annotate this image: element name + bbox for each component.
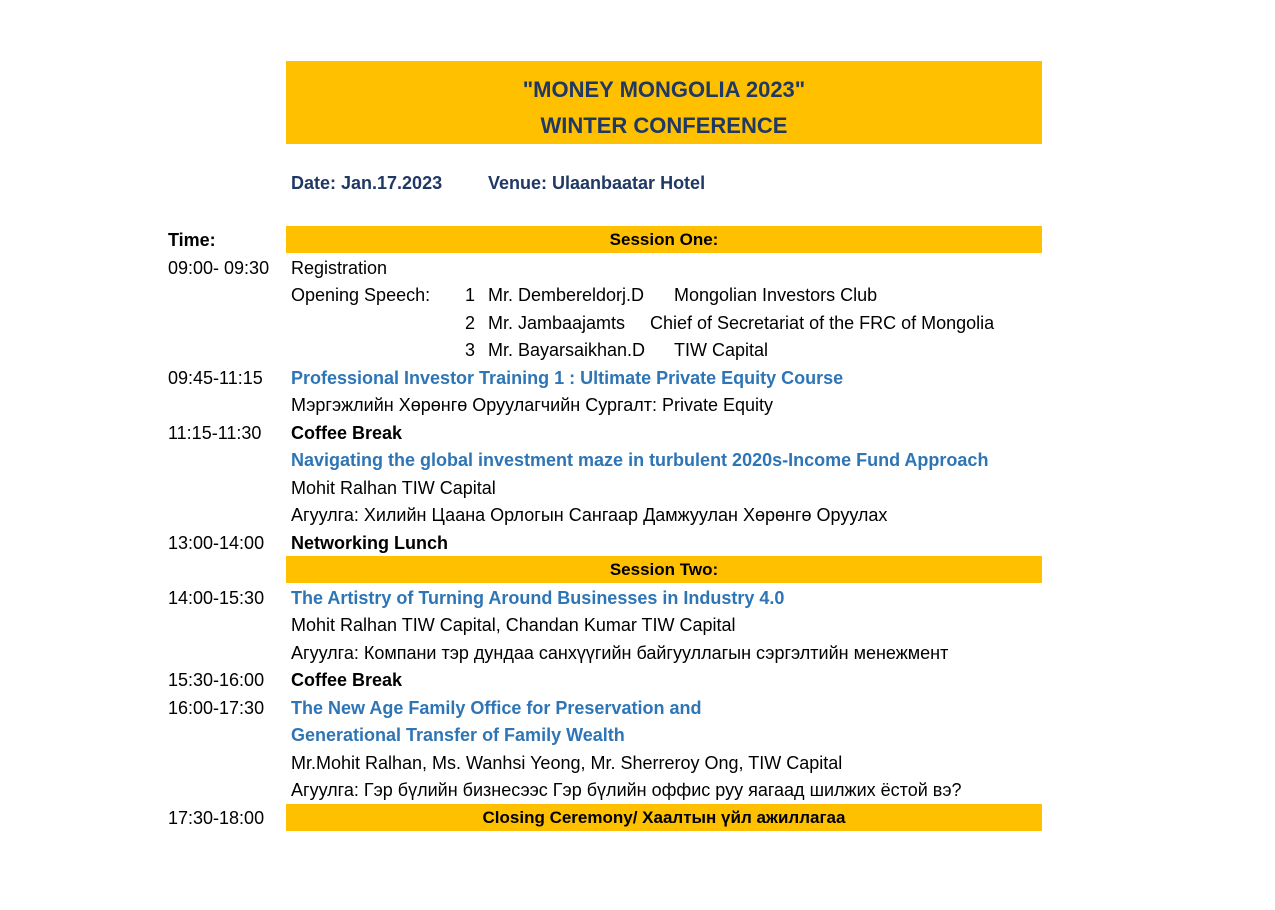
coffee-break: Coffee Break <box>291 423 403 443</box>
speaker-org: Mongolian Investors Club <box>674 285 878 305</box>
event-date: Date: Jan.17.2023 <box>291 173 443 193</box>
time-slot: 15:30-16:00 <box>168 670 265 690</box>
speaker-name: Mr. Jambaajamts <box>488 313 626 333</box>
session-title: The Artistry of Turning Around Businesses in Industry 4.0 <box>291 588 785 608</box>
time-slot: 11:15-11:30 <box>168 423 262 443</box>
speaker-org: Chief of Secretariat of the FRC of Mongolia <box>650 313 995 333</box>
closing-ceremony-bar: Closing Ceremony/ Хаалтын үйл ажиллагаа <box>286 804 1042 831</box>
time-slot: 13:00-14:00 <box>168 533 265 553</box>
speaker-name: Mr. Bayarsaikhan.D <box>488 340 646 360</box>
speaker-org: TIW Capital <box>674 340 769 360</box>
time-slot: 09:00- 09:30 <box>168 258 270 278</box>
speaker-number: 3 <box>465 340 476 360</box>
time-slot: 14:00-15:30 <box>168 588 265 608</box>
speaker-number: 2 <box>465 313 476 333</box>
session-one-bar: Session One: <box>286 226 1042 253</box>
registration-item: Registration <box>291 258 388 278</box>
conference-subtitle: WINTER CONFERENCE <box>540 113 788 138</box>
session-title-cont: Generational Transfer of Family Wealth <box>291 725 625 745</box>
session-speaker: Mr.Mohit Ralhan, Ms. Wanhsi Yeong, Mr. Sherreroy Ong, TIW Capital <box>291 753 843 773</box>
time-column-header: Time: <box>168 230 216 250</box>
session-speaker: Mohit Ralhan TIW Capital <box>291 478 496 498</box>
session-subtitle-mn: Агуулга: Хилийн Цаана Орлогын Сангаар Дамжуулан Хөрөнгө Оруулах <box>291 505 888 525</box>
session-title: Professional Investor Training 1 : Ultimate Private Equity Course <box>291 368 844 388</box>
time-slot: 17:30-18:00 <box>168 808 265 828</box>
session-two-bar: Session Two: <box>286 556 1042 583</box>
conference-header <box>286 61 1042 144</box>
time-slot: 09:45-11:15 <box>168 368 263 388</box>
networking-lunch: Networking Lunch <box>291 533 448 553</box>
speaker-name: Mr. Dembereldorj.D <box>488 285 645 305</box>
coffee-break: Coffee Break <box>291 670 403 690</box>
time-slot: 16:00-17:30 <box>168 698 265 718</box>
opening-speech-label: Opening Speech: <box>291 285 431 305</box>
event-venue: Venue: Ulaanbaatar Hotel <box>488 173 706 193</box>
session-subtitle-mn: Агуулга: Компани тэр дундаа санхүүгийн байгууллагын сэргэлтийн менежмент <box>291 643 949 663</box>
conference-title: "MONEY MONGOLIA 2023" <box>522 77 806 102</box>
session-title: The New Age Family Office for Preservation and <box>291 698 702 718</box>
session-subtitle-mn: Мэргэжлийн Хөрөнгө Оруулагчийн Сургалт: Private Equity <box>291 395 774 415</box>
session-title: Navigating the global investment maze in turbulent 2020s-Income Fund Approach <box>291 450 989 470</box>
session-subtitle-mn: Агуулга: Гэр бүлийн бизнесээс Гэр бүлийн оффис руу яагаад шилжих ёстой вэ? <box>291 780 962 800</box>
speaker-number: 1 <box>465 285 476 305</box>
session-speaker: Mohit Ralhan TIW Capital, Chandan Kumar TIW Capital <box>291 615 736 635</box>
